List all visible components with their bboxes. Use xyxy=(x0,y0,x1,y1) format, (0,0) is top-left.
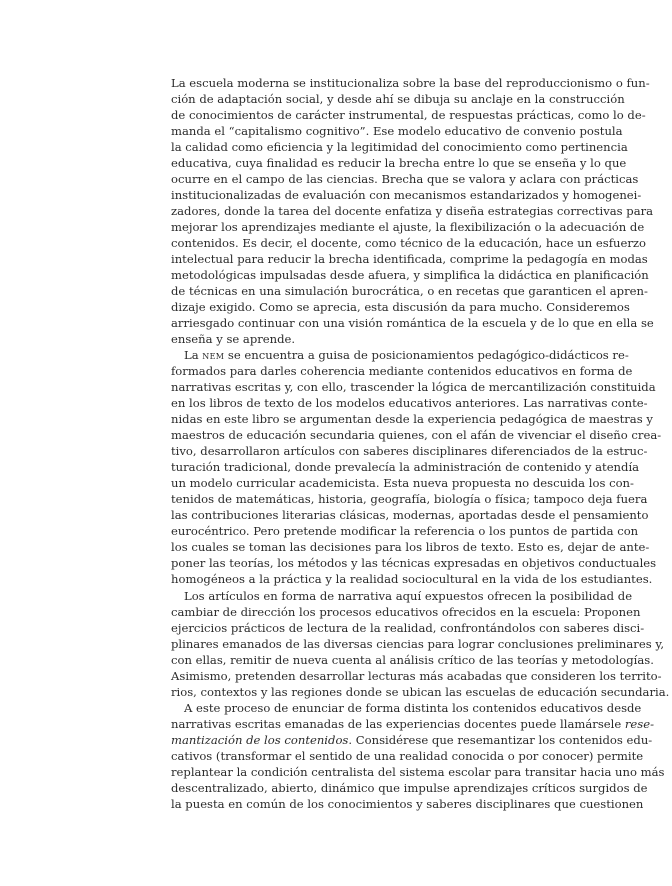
emphasis-text: rese- xyxy=(624,716,655,731)
text-line: de conocimientos de carácter instrumental, de respuestas prácticas, como lo de- xyxy=(171,108,646,123)
text-line: educativa, cuya finalidad es reducir la brecha entre lo que se enseña y lo que xyxy=(171,156,627,171)
text-line xyxy=(171,716,655,732)
text-line: manda el “capitalismo cognitivo”. Ese modelo educativo de convenio postula xyxy=(171,124,623,139)
text-line: de técnicas en una simulación burocrática, o en recetas que garanticen el apren- xyxy=(171,284,648,299)
text-line: replantear la condición centralista del sistema escolar para transitar hacia uno más xyxy=(171,764,665,779)
body-text xyxy=(171,75,670,812)
text-line: la puesta en común de los conocimientos y saberes disciplinares que cuestionen xyxy=(171,796,644,811)
text-line: A este proceso de enunciar de forma distinta los contenidos educativos desde xyxy=(184,700,642,715)
text-line: descentralizado, abierto, dinámico que impulse aprendizajes críticos surgidos de xyxy=(171,780,648,795)
text-line: Asimismo, pretenden desarrollar lecturas más acabadas que consideren los territo- xyxy=(171,668,662,683)
text-line: contenidos. Es decir, el docente, como técnico de la educación, hace un esfuerzo xyxy=(171,236,646,251)
text-line: Los artículos en forma de narrativa aquí expuestos ofrecen la posibilidad de xyxy=(184,588,633,603)
text-line: tenidos de matemáticas, historia, geografía, biología o física; tampoco deja fuera xyxy=(171,492,648,507)
text-line: maestros de educación secundaria quienes, con el afán de vivenciar el diseño crea- xyxy=(171,428,662,443)
text-line: formados para darles coherencia mediante contenidos educativos en forma de xyxy=(171,364,633,379)
text-line: mejorar los aprendizajes mediante el ajuste, la flexibilización o la adecuación de xyxy=(171,220,645,235)
text-line: homogéneos a la práctica y la realidad sociocultural en la vida de los estudiantes. xyxy=(171,572,653,587)
acronym-nem: nem xyxy=(202,348,225,363)
text-line: cativos (transformar el sentido de una realidad conocida o por conocer) permite xyxy=(171,748,644,763)
text-line xyxy=(171,732,653,748)
text-line: La escuela moderna se institucionaliza sobre la base del reproduccionismo o fun- xyxy=(171,76,650,90)
text-line: turación tradicional, donde prevalecía la administración de contenido y atendía xyxy=(171,460,640,475)
text-line: poner las teorías, los métodos y las técnicas expresadas en objetivos conductuales xyxy=(171,556,657,571)
text-line: rios, contextos y las regiones donde se ubican las escuelas de educación secundaria. xyxy=(171,684,670,699)
text-line: plinares emanados de las diversas ciencias para lograr conclusiones preliminares y, xyxy=(171,636,665,651)
text-line: narrativas escritas y, con ello, trascender la lógica de mercantilización constituida xyxy=(171,380,656,395)
text-line: eurocéntrico. Pero pretende modificar la referencia o los puntos de partida con xyxy=(171,524,639,539)
emphasis-text: mantización de los contenidos xyxy=(171,732,349,747)
text-line: ción de adaptación social, y desde ahí se dibuja su anclaje en la construcción xyxy=(171,92,625,107)
text-fragment: La xyxy=(184,348,203,363)
text-line: en los libros de texto de los modelos educativos anteriores. Las narrativas conte- xyxy=(171,396,648,411)
text-fragment: . Considérese que resemantizar los contenidos edu- xyxy=(348,732,653,747)
text-line: metodológicas impulsadas desde afuera, y simplifica la didáctica en planificación xyxy=(171,268,649,283)
text-line: ocurre en el campo de las ciencias. Brecha que se valora y aclara con prácticas xyxy=(171,172,639,187)
text-line: con ellas, remitir de nueva cuenta al análisis crítico de las teorías y metodologías. xyxy=(171,652,654,667)
paragraph-1 xyxy=(171,75,654,347)
paragraph-3 xyxy=(171,588,670,700)
paragraph-2 xyxy=(171,347,662,587)
text-line: tivo, desarrollaron artículos con saberes disciplinares diferenciados de la estruc- xyxy=(171,444,648,459)
text-line: ejercicios prácticos de lectura de la realidad, confrontándolos con saberes disci- xyxy=(171,620,645,635)
paragraph-4 xyxy=(171,700,665,812)
text-line: zadores, donde la tarea del docente enfatiza y diseña estrategias correctivas para xyxy=(171,204,654,219)
text-line: las contribuciones literarias clásicas, modernas, aportadas desde el pensamiento xyxy=(171,508,649,523)
text-fragment: se encuentra a guisa de posicionamientos pedagógico-didácticos re- xyxy=(224,348,629,363)
text-line: intelectual para reducir la brecha identificada, comprime la pedagogía en modas xyxy=(171,252,648,267)
text-line: los cuales se toman las decisiones para los libros de texto. Esto es, dejar de ante- xyxy=(171,540,650,555)
text-line: arriesgado continuar con una visión romántica de la escuela y de lo que en ella se xyxy=(171,316,654,331)
text-line: un modelo curricular academicista. Esta nueva propuesta no descuida los con- xyxy=(171,476,634,491)
text-line xyxy=(171,347,629,363)
text-line: institucionalizadas de evaluación con mecanismos estandarizados y homogenei- xyxy=(171,188,642,203)
text-line: enseña y se aprende. xyxy=(171,332,296,347)
text-line: la calidad como eficiencia y la legitimidad del conocimiento como pertinencia xyxy=(171,140,628,155)
text-line: cambiar de dirección los procesos educativos ofrecidos en la escuela: Proponen xyxy=(171,604,641,619)
text-line: dizaje exigido. Como se aprecia, esta discusión da para mucho. Consideremos xyxy=(171,300,630,315)
text-fragment: narrativas escritas emanadas de las experiencias docentes puede llamársele xyxy=(171,716,625,731)
text-line: nidas en este libro se argumentan desde la experiencia pedagógica de maestras y xyxy=(171,412,653,427)
